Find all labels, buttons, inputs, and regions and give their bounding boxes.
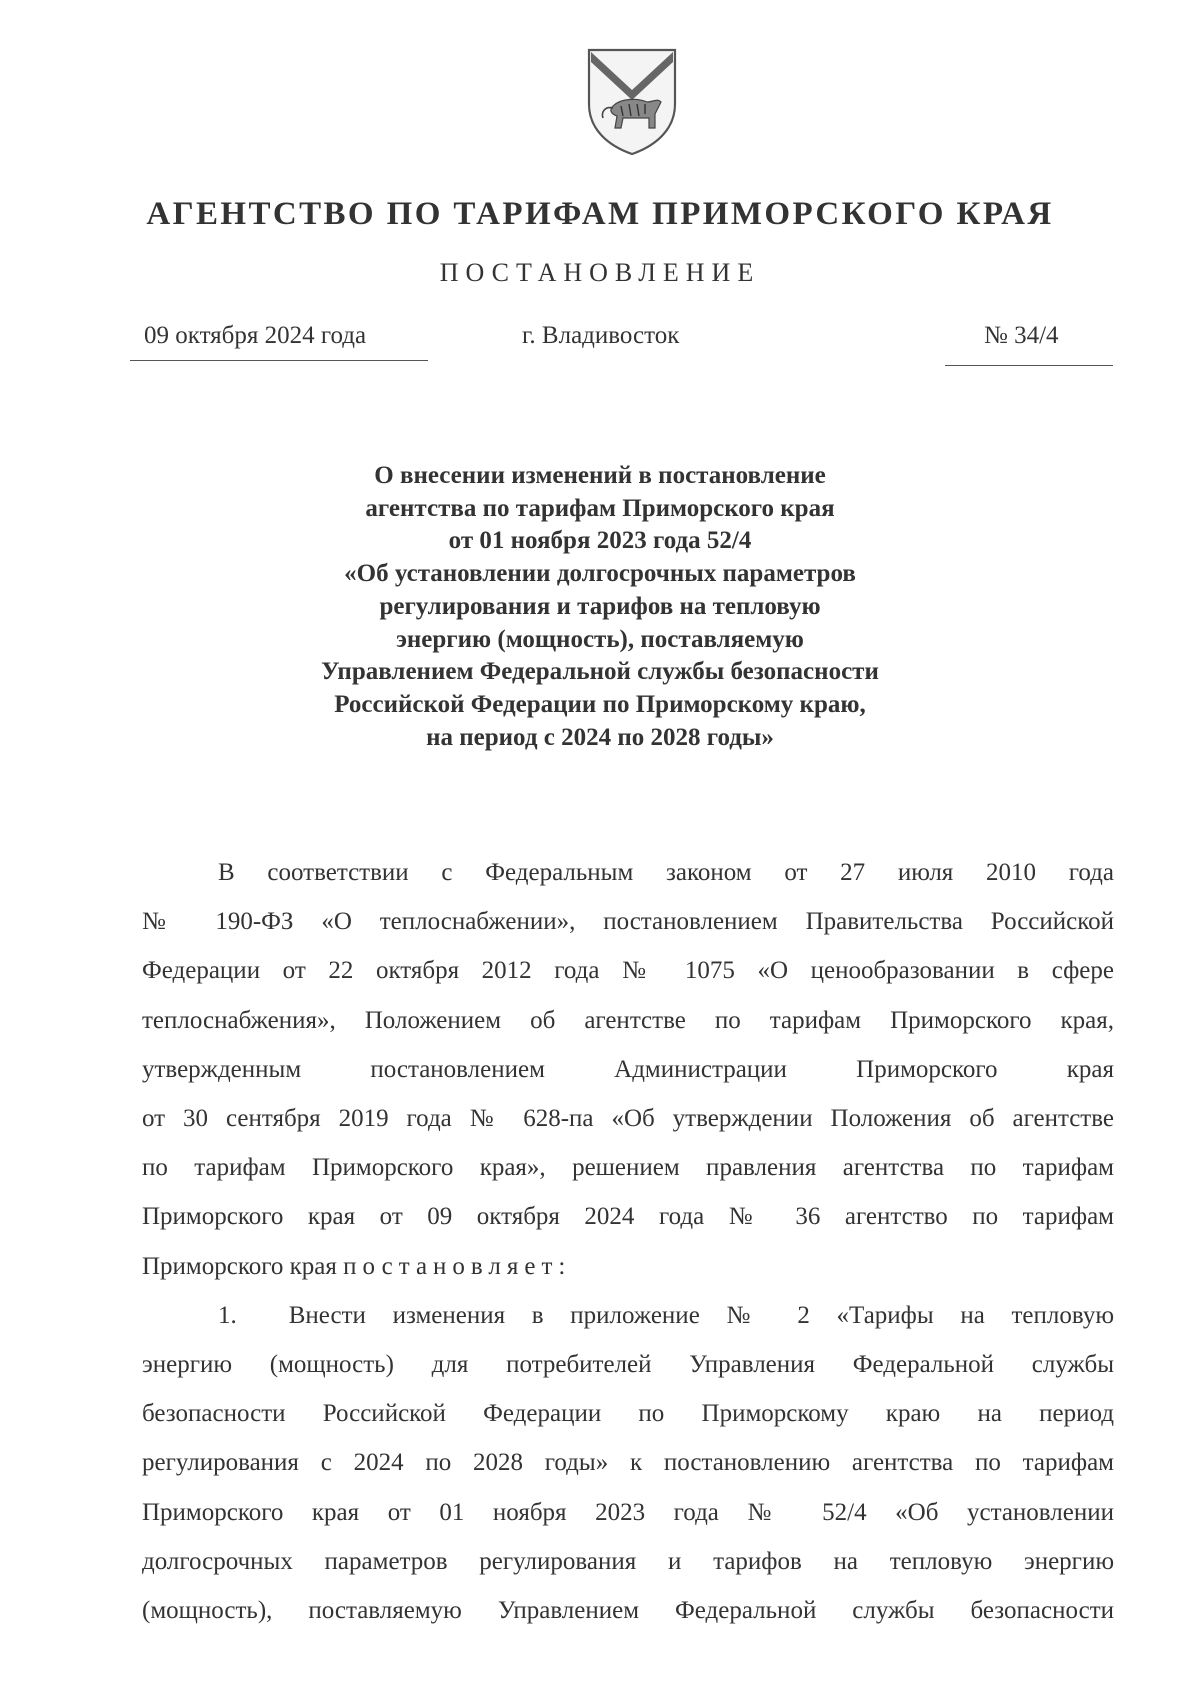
document-city: г. Владивосток: [522, 322, 680, 349]
item-1-number: 1.: [218, 1301, 237, 1329]
title-line: «Об установлении долгосрочных параметров: [344, 560, 856, 588]
preamble-last-text: Приморского края: [142, 1252, 337, 1280]
primorsky-krai-coat-of-arms: [583, 46, 681, 156]
preamble-line: теплоснабжения», Положением об агентстве по тарифам Приморского края,: [142, 1006, 1114, 1034]
resolves-word: постановляет:: [343, 1252, 572, 1280]
preamble-line: № 190-ФЗ «О теплоснабжении», постановлением Правительства Российской: [142, 908, 1114, 936]
preamble-line: утвержденным постановлением Администрации Приморского края: [142, 1055, 1114, 1083]
document-number: № 34/4: [984, 322, 1059, 349]
item-1-line: энергию (мощность) для потребителей Управления Федеральной службы: [142, 1351, 1114, 1379]
item-1-line: безопасности Российской Федерации по Приморскому краю на период: [142, 1400, 1114, 1428]
document-date: 09 октября 2024 года: [144, 322, 367, 349]
item-1-line: Приморского края от 01 ноября 2023 года № 52/4 «Об установлении: [142, 1498, 1114, 1526]
number-underline: [945, 365, 1113, 366]
preamble-line: по тарифам Приморского края», решением правления агентства по тарифам: [142, 1154, 1114, 1182]
title-line: агентства по тарифам Приморского края: [365, 494, 835, 522]
document-type: ПОСТАНОВЛЕНИЕ: [439, 258, 761, 287]
item-1-line: (мощность), поставляемую Управлением Федеральной службы безопасности: [142, 1597, 1114, 1625]
title-line: регулирования и тарифов на тепловую: [379, 592, 821, 620]
preamble-line: Приморского края от 09 октября 2024 года № 36 агентство по тарифам: [142, 1203, 1114, 1231]
item-1-first-line: [142, 1291, 1114, 1340]
preamble-last-line: [142, 1242, 1114, 1291]
title-line: энергию (мощность), поставляемую: [396, 625, 804, 653]
title-line: от 01 ноября 2023 года 52/4: [448, 527, 752, 555]
item-1-text: Внести изменения в приложение № 2 «Тарифы на тепловую: [288, 1301, 1114, 1329]
preamble-line: от 30 сентября 2019 года № 628-па «Об утверждении Положения об агентстве: [142, 1105, 1114, 1133]
title-line: О внесении изменений в постановление: [374, 462, 826, 489]
item-1-line: долгосрочных параметров регулирования и тарифов на тепловую энергию: [142, 1547, 1114, 1575]
resolution-title: [250, 460, 950, 754]
document-body: [142, 848, 1114, 1635]
title-line: на период с 2024 по 2028 годы»: [426, 723, 774, 751]
title-line: Управлением Федеральной службы безопасности: [321, 658, 879, 686]
item-1-line: регулирования с 2024 по 2028 годы» к постановлению агентства по тарифам: [142, 1449, 1114, 1477]
title-line: Российской Федерации по Приморскому краю,: [334, 690, 866, 718]
agency-name: АГЕНТСТВО ПО ТАРИФАМ ПРИМОРСКОГО КРАЯ: [146, 196, 1054, 232]
date-underline: [130, 360, 428, 361]
preamble-line: В соответствии с Федеральным законом от 27 июля 2010 года: [218, 859, 1114, 886]
preamble-line: Федерации от 22 октября 2012 года № 1075 «О ценообразовании в сфере: [142, 957, 1114, 985]
